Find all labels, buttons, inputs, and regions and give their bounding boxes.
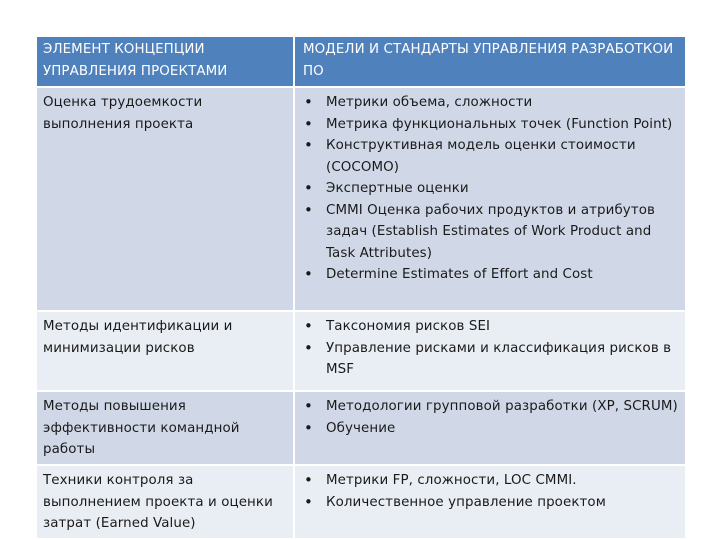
list-item: • Метрики объема, сложности — [303, 92, 679, 114]
row-element: Методы идентификации и минимизации рисков — [37, 312, 295, 390]
list-item: • Determine Estimates of Effort and Cost — [303, 264, 679, 286]
list-item: • Метрика функциональных точек (Function Point) — [303, 114, 679, 136]
list-item: • Таксономия рисков SEI — [303, 316, 679, 338]
row-element: Техники контроля за выполнением проекта и оценки затрат (Earned Value) — [37, 466, 295, 538]
row-items — [295, 88, 685, 310]
list-item: • Экспертные оценки — [303, 178, 679, 200]
row-element: Оценка трудоемкости выполнения проекта — [37, 88, 295, 310]
row-element: Методы повышения эффективности командной работы — [37, 392, 295, 464]
bullet-list — [303, 396, 679, 439]
list-item: • Количественное управление проектом — [303, 492, 679, 514]
row-items — [295, 392, 685, 464]
comparison-table — [37, 37, 685, 540]
list-item: • Метрики FP, сложности, LOC CMMI. — [303, 470, 679, 492]
bullet-list — [303, 316, 679, 381]
header-models: МОДЕЛИ И СТАНДАРТЫ УПРАВЛЕНИЯ РАЗРАБОТКОИ ПО — [303, 42, 674, 79]
table-header-row — [37, 37, 685, 88]
table-row — [37, 312, 685, 392]
row-items — [295, 312, 685, 390]
list-item: • CMMI Оценка рабочих продуктов и атрибутов задач (Establish Estimates of Work Product and Task Attributes) — [303, 200, 679, 265]
header-element: ЭЛЕМЕНТ КОНЦЕПЦИИ УПРАВЛЕНИЯ ПРОЕКТАМИ — [37, 37, 295, 86]
list-item: • Обучение — [303, 418, 679, 440]
bullet-list — [303, 470, 679, 513]
table-row — [37, 392, 685, 466]
list-item: • Управление рисками и классификация рисков в MSF — [303, 338, 679, 381]
list-item: • Методологии групповой разработки (XP, SCRUM) — [303, 396, 679, 418]
table-row — [37, 466, 685, 540]
bullet-list — [303, 92, 679, 286]
table-row — [37, 88, 685, 312]
list-item: • Конструктивная модель оценки стоимости (COCOMO) — [303, 135, 679, 178]
row-items — [295, 466, 685, 538]
